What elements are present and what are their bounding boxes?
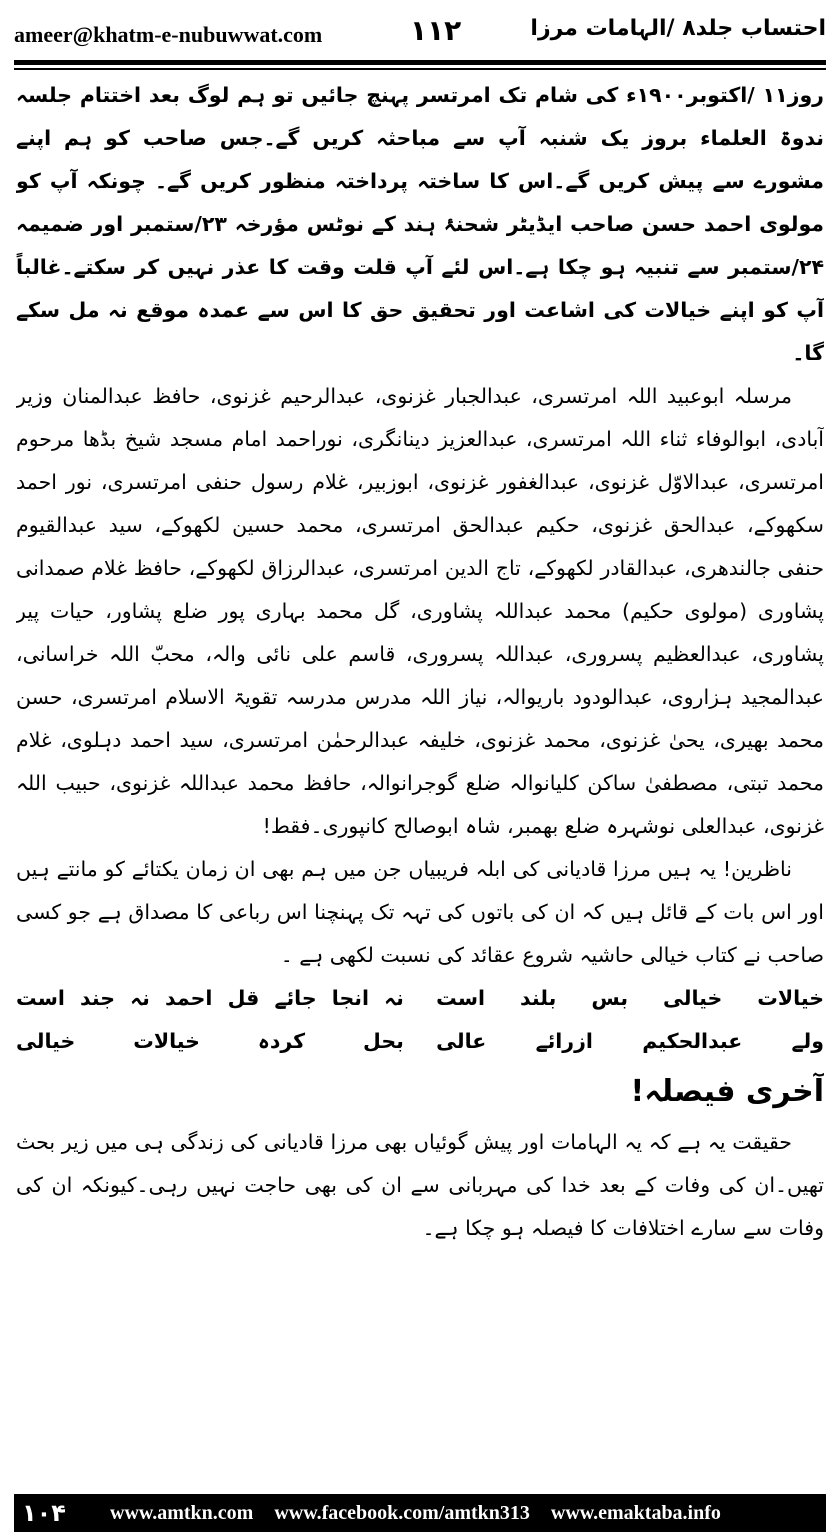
page-body <box>16 74 824 1469</box>
verse-hemistich: خیالات خیالی بس بلند است <box>436 986 824 1010</box>
footer-page-number: ۱۰۴ <box>22 1499 66 1527</box>
footer-link[interactable]: www.amtkn.com <box>110 1502 254 1524</box>
paragraph-signatories: مرسلہ ابوعبید اللہ امرتسری، عبدالجبار غزنوی، عبدالرحیم غزنوی، حافظ عبدالمنان وزیر آبادی، ابوالوفاء ثناء اللہ امرتسری، عبدالعزیز دینانگری، نوراحمد امام مسجد شیخ بڈھا مرحوم امرتسری، عبدالاوّل غزنوی، عبدالغفور غزنوی، ابوزبیر، غلام رسول حنفی امرتسری، نور احمد سکھوکے، عبدالحق غزنوی، حکیم عبدالحق امرتسری، محمد حسین لکھوکے، سید عبدالقیوم حنفی جالندھری، عبدالقادر لکھوکے، تاج الدین امرتسری، عبدالرزاق لکھوکے، حافظ غلام صمدانی پشاوری (مولوی حکیم) محمد عبداللہ پشاوری، گل محمد بہاری پور ضلع پشاور، حیات پیر پشاوری، عبدالعظیم پسروری، عبداللہ پسروری، قاسم علی نائی والہ، محبّ اللہ خراسانی، عبدالمجید ہزاروی، عبدالودود باریوالہ، نیاز اللہ مدرس مدرسہ تقویۃ الاسلام امرتسری، حسن محمد بھیری، یحیٰ غزنوی، محمد غزنوی، خلیفہ عبدالرحمٰن امرتسری، سید احمد دہلوی، غلام محمد تبتی، مصطفیٰ ساکن کلیانوالہ ضلع گوجرانوالہ، حافظ محمد عبداللہ غزنوی، حبیب اللہ غزنوی، عبدالعلی نوشہرہ ضلع بھمبر، شاہ ابوصالح کانپوری۔فقط! <box>16 384 824 838</box>
paragraph-final: حقیقت یہ ہے کہ یہ الہامات اور پیش گوئیاں بھی مرزا قادیانی کی زندگی ہی میں زیر بحث تھیں۔ان کی وفات کے بعد خدا کی مہربانی سے ان کی بھی حاجت نہیں رہی۔کیونکہ ان کی وفات سے سارے اختلافات کا فیصلہ ہو چکا ہے۔ <box>16 1130 824 1240</box>
page-header <box>14 10 826 58</box>
verse-hemistich: بحل کردہ خیالات خیالی <box>16 1029 404 1053</box>
verse-line <box>16 977 824 1020</box>
header-page-number: ۱۱۲ <box>410 14 462 47</box>
page-footer <box>14 1494 826 1532</box>
section-heading: آخری فیصلہ! <box>630 1074 824 1109</box>
paragraph-readers: ناظرین! یہ ہیں مرزا قادیانی کی ابلہ فریبیاں جن میں ہم بھی ان زمان یکتائے کو مانتے ہیں اور اس بات کے قائل ہیں کہ ان کی باتوں کی تہہ تک پہنچنا اس رباعی کا مصداق ہے جو کسی صاحب نے کتاب خیالی حاشیہ شروع عقائد کی نسبت لکھی ہے ۔ <box>16 857 824 967</box>
verse-hemistich: نہ انجا جائے قل احمد نہ جند است <box>16 986 404 1010</box>
footer-link[interactable]: www.emaktaba.info <box>550 1502 721 1524</box>
footer-link[interactable]: www.facebook.com/amtkn313 <box>274 1502 530 1524</box>
paragraph-letter: روز۱۱ /اکتوبر۱۹۰۰ء کی شام تک امرتسر پہنچ جائیں تو ہم لوگ بعد اختتام جلسہ ندوۃ العلماء بروز یک شنبہ آپ سے مباحثہ کریں گے۔جس صاحب کو ہم اپنے مشورے سے پیش کریں گے۔اس کا ساختہ پرداختہ منظور کریں گے۔ چونکہ آپ کو مولوی احمد حسن صاحب ایڈیٹر شحنۂ ہند کے نوٹس مؤرخہ ۲۳/ستمبر اور ضمیمہ ۲۴/ستمبر سے تنبیہ ہو چکا ہے۔اس لئے آپ قلت وقت کا عذر نہیں کر سکتے۔غالباً آپ کو اپنے خیالات کی اشاعت اور تحقیق حق کا اس سے عمدہ موقع نہ مل سکے گا۔ <box>16 83 824 365</box>
header-rule-thin <box>14 68 826 70</box>
verse-hemistich: ولے عبدالحکیم ازرائے عالی <box>436 1029 824 1053</box>
header-rule-thick <box>14 60 826 65</box>
verse-line <box>16 1020 824 1063</box>
footer-links <box>110 1494 737 1532</box>
header-email: ameer@khatm-e-nubuwwat.com <box>14 22 323 47</box>
header-title: احتساب جلد۸ /الہامات مرزا <box>530 16 826 41</box>
